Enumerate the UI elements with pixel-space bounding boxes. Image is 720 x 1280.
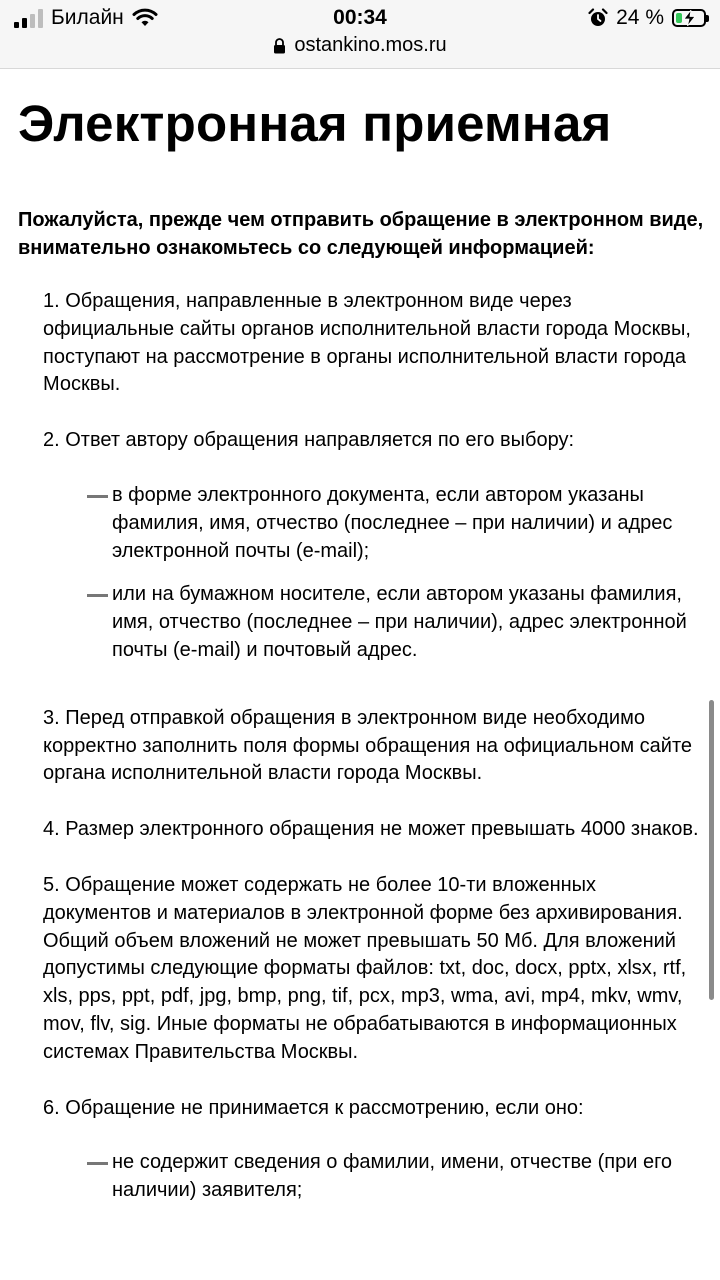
status-time: 00:34 <box>333 6 387 29</box>
sub-item <box>87 482 708 565</box>
list-item-1: 1. Обращения, направленные в электронном виде через официальные сайты органов исполнительной власти города Москвы, поступают на рассмотрение в органы исполнительной власти города Москвы. <box>43 290 691 396</box>
alarm-icon <box>588 8 608 28</box>
sub-item <box>87 581 708 664</box>
list-item-6: 6. Обращение не принимается к рассмотрению, если оно: <box>43 1096 584 1119</box>
list-item-4: 4. Размер электронного обращения не может превышать 4000 знаков. <box>43 818 699 841</box>
intro-text: Пожалуйста, прежде чем отправить обращение в электронном виде, внимательно ознакомьтесь со следующей информацией: <box>18 209 704 259</box>
dash-marker <box>87 1149 112 1205</box>
battery-icon <box>672 9 706 27</box>
battery-fill <box>676 13 682 23</box>
dash-marker <box>87 482 112 565</box>
sub-item-text: в форме электронного документа, если автором указаны фамилия, имя, отчество (последнее – при наличии) и адрес электронной почты (e-mail); <box>112 483 673 562</box>
lock-icon <box>273 38 286 54</box>
dash-marker <box>87 581 112 664</box>
list-item-5: 5. Обращение может содержать не более 10-ти вложенных документов и материалов в электронной форме без архивирования. Общий объем вложений не может превышать 50 Мб. Для вложений допустимы следующие форматы файлов: txt, doc, docx, pptx, xlsx, rtf, xls, pps, ppt, pdf, jpg, bmp, png, tif, pcx, mp3, wma, avi, mp4, mkv, wmv, mov, flv, sig. Иные форматы не обрабатываются в информационных системах Правительства Москвы. <box>43 873 687 1063</box>
sub-item-text: или на бумажном носителе, если автором указаны фамилия, имя, отчество (последнее – при наличии), адрес электронной почты (e-mail) и почтовый адрес. <box>112 583 687 661</box>
scrollbar[interactable] <box>709 700 714 1000</box>
list-item-3: 3. Перед отправкой обращения в электронном виде необходимо корректно заполнить поля формы обращения на официальном сайте органа исполнительной власти города Москвы. <box>43 706 693 785</box>
address-bar[interactable] <box>0 34 720 57</box>
battery-percent: 24 % <box>616 6 664 29</box>
page-title: Электронная приемная <box>18 95 612 152</box>
charging-bolt-icon <box>683 10 696 26</box>
list-item-2: 2. Ответ автору обращения направляется по его выбору: <box>43 429 575 452</box>
status-right <box>588 6 706 30</box>
page-content <box>18 94 708 1205</box>
status-bar <box>0 0 720 69</box>
sub-item <box>87 1149 708 1205</box>
sub-item-text: не содержит сведения о фамилии, имени, отчестве (при его наличии) заявителя; <box>112 1151 673 1202</box>
url-text[interactable]: ostankino.mos.ru <box>294 34 447 56</box>
carrier-name: Билайн <box>51 6 124 29</box>
